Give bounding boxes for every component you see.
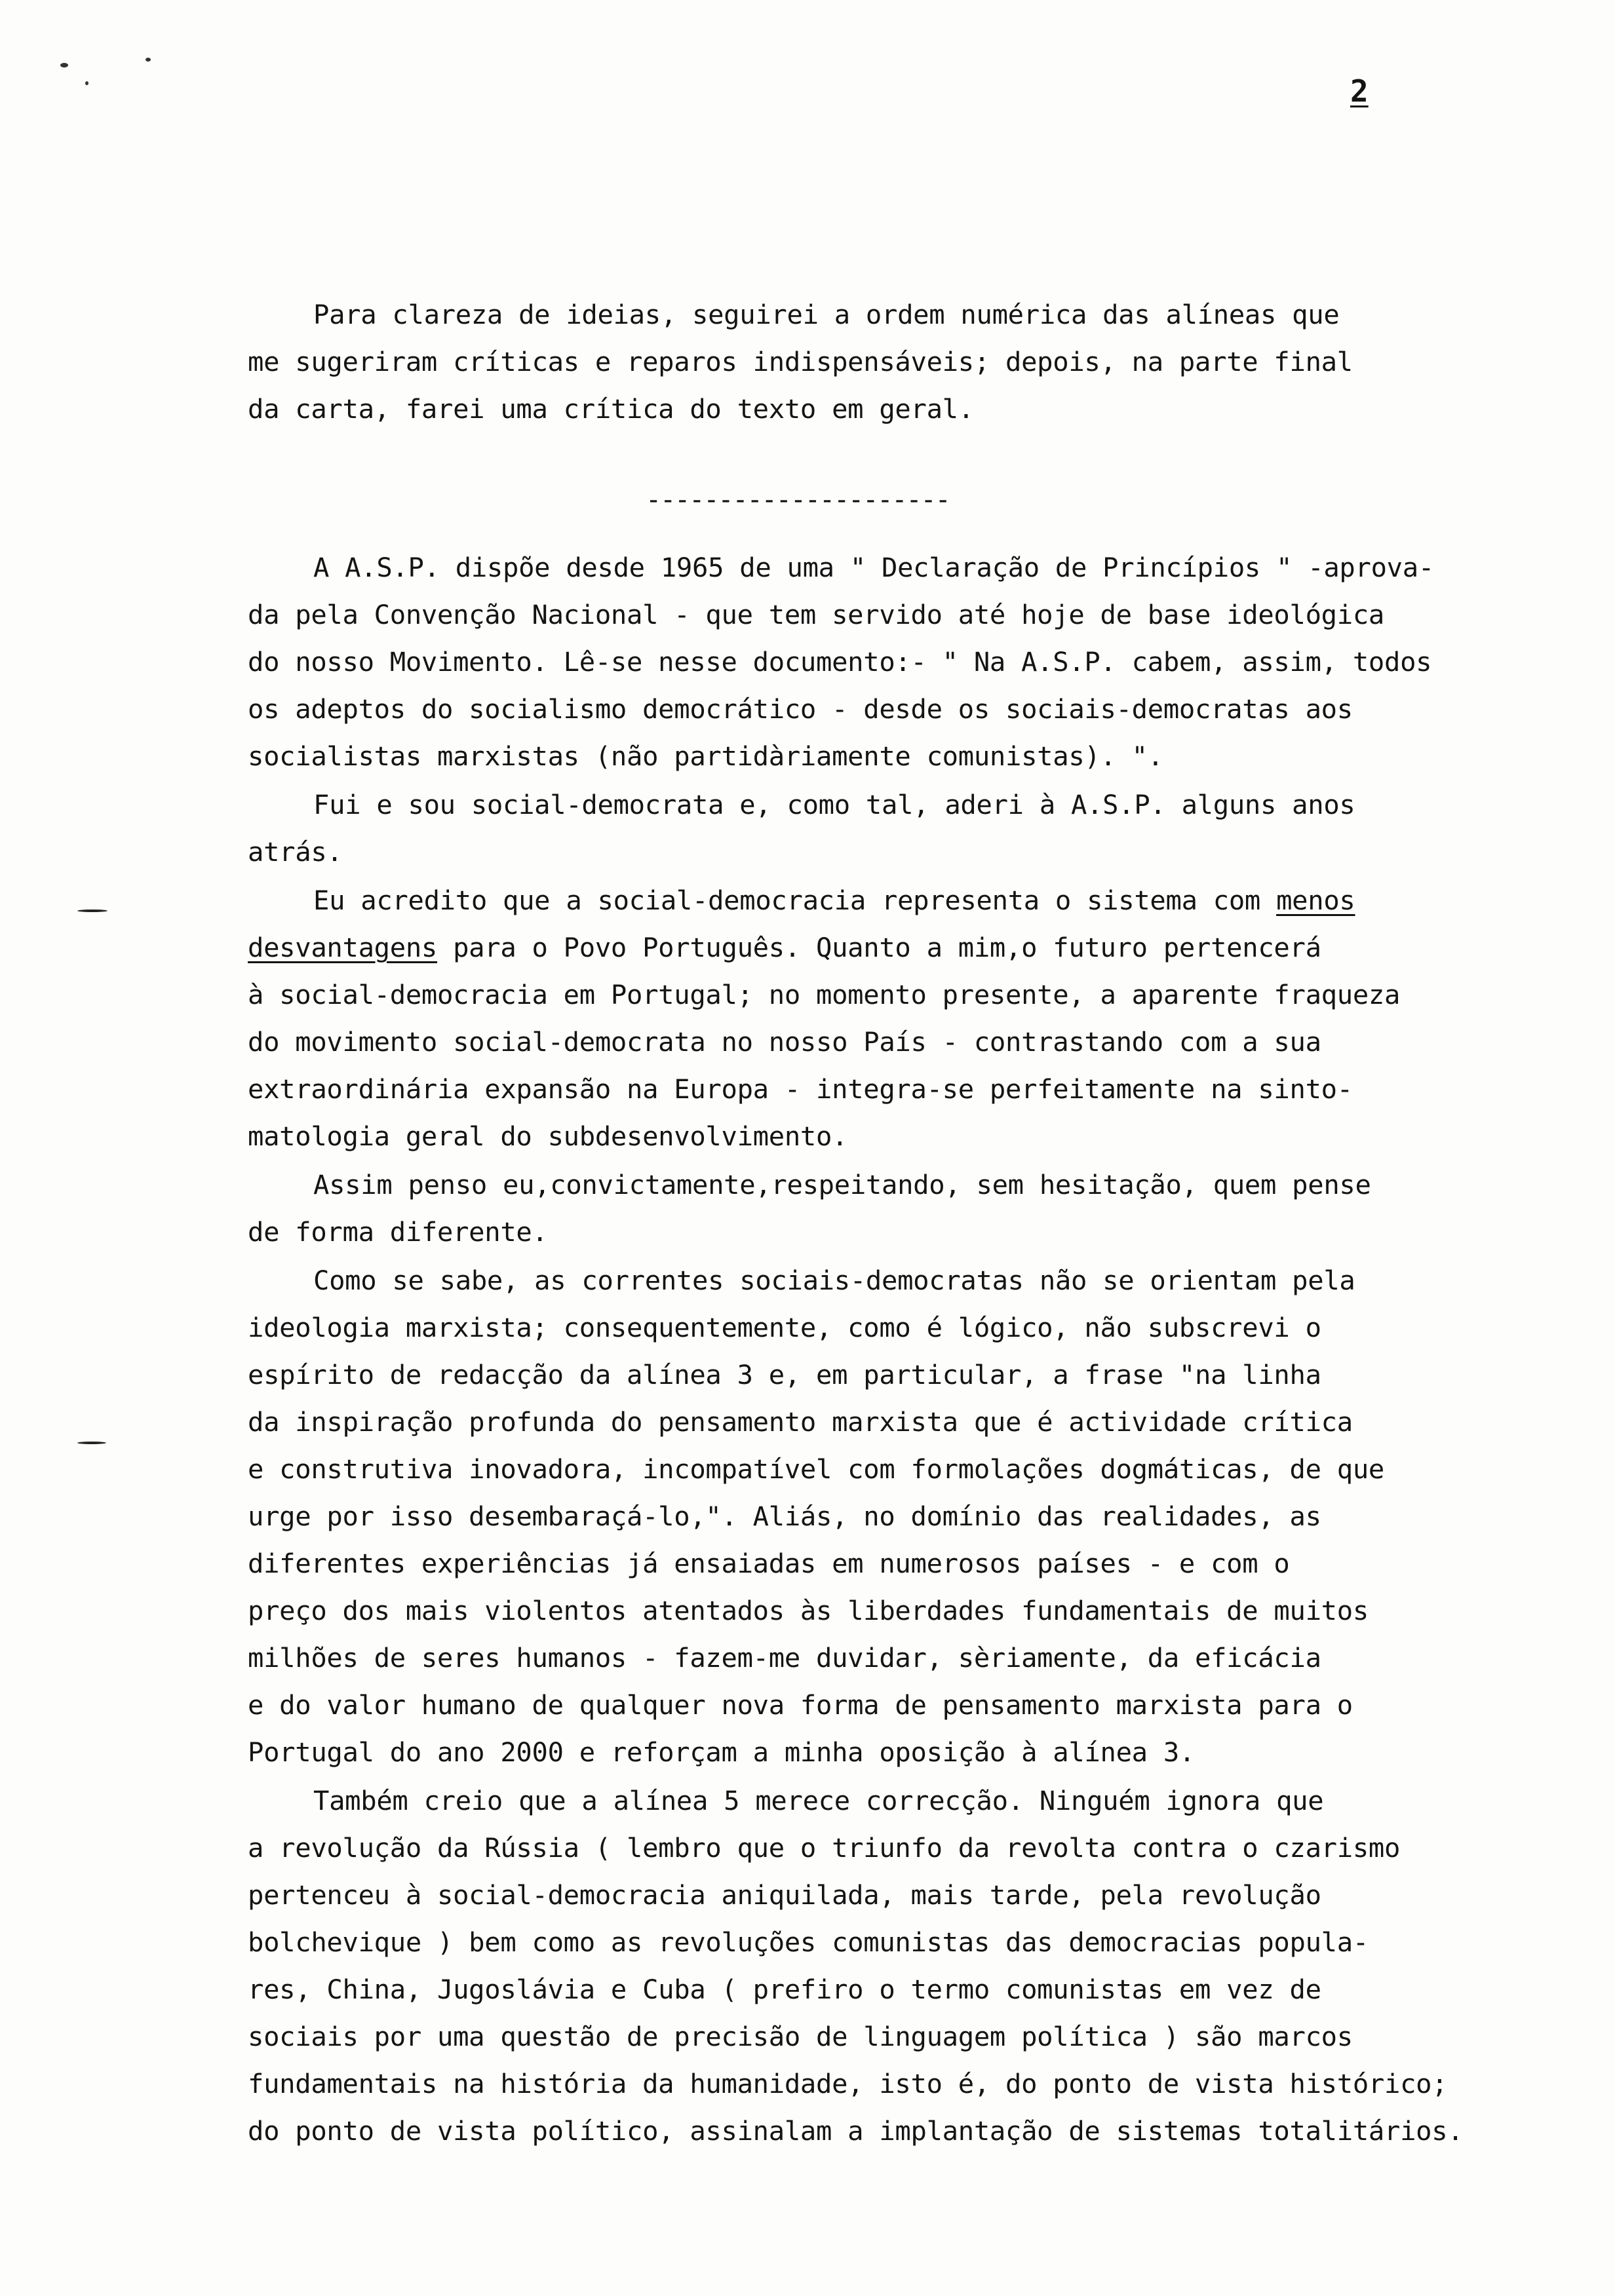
scan-speck [60, 63, 68, 67]
text-line: sociais por uma questão de precisão de linguagem política ) são marcos [248, 2021, 1353, 2052]
text-line: pertenceu à social-democracia aniquilada, mais tarde, pela revolução [248, 1879, 1321, 1911]
text-line: Para clareza de ideias, seguirei a ordem numérica das alíneas que [313, 299, 1340, 330]
underlined-text: menos [1276, 885, 1355, 916]
text-line: à social-democracia em Portugal; no momento presente, a aparente fraqueza [248, 979, 1401, 1010]
text-line: bolchevique ) bem como as revoluções comunistas das democracias popula- [248, 1926, 1369, 1958]
text-line [248, 932, 1532, 963]
text-line: do nosso Movimento. Lê-se nesse documento:- " Na A.S.P. cabem, assim, todos [248, 646, 1432, 678]
text-line: atrás. [248, 836, 343, 868]
margin-mark [77, 1442, 106, 1444]
text-line: Como se sabe, as correntes sociais-democratas não se orientam pela [313, 1265, 1355, 1296]
text-line: do ponto de vista político, assinalam a implantação de sistemas totalitários. [248, 2115, 1464, 2147]
text-line: milhões de seres humanos - fazem-me duvidar, sèriamente, da eficácia [248, 1642, 1321, 1674]
text-line [313, 885, 1598, 916]
text-line: urge por isso desembaraçá-lo,". Aliás, no domínio das realidades, as [248, 1501, 1321, 1532]
text-line: res, China, Jugoslávia e Cuba ( prefiro o termo comunistas em vez de [248, 1974, 1321, 2005]
text-line: fundamentais na história da humanidade, isto é, do ponto de vista histórico; [248, 2068, 1448, 2099]
text-line: da inspiração profunda do pensamento marxista que é actividade crítica [248, 1406, 1353, 1438]
text-line: diferentes experiências já ensaiadas em numerosos países - e com o [248, 1548, 1290, 1579]
scan-speck [85, 81, 88, 85]
scan-speck [146, 58, 151, 62]
text-line: e do valor humano de qualquer nova forma de pensamento marxista para o [248, 1689, 1353, 1721]
text-line: ideologia marxista; consequentemente, como é lógico, não subscrevi o [248, 1312, 1321, 1343]
separator-line: --------------------- [646, 485, 950, 515]
page-number: 2 [1350, 73, 1369, 109]
text-line: socialistas marxistas (não partidàriamente comunistas). ". [248, 740, 1163, 772]
text-line: Também creio que a alínea 5 merece correcção. Ninguém ignora que [313, 1785, 1324, 1816]
margin-mark [77, 909, 107, 912]
text-line: e construtiva inovadora, incompatível com formolações dogmáticas, de que [248, 1453, 1384, 1485]
text-line: do movimento social-democrata no nosso País - contrastando com a sua [248, 1026, 1321, 1058]
text-line: os adeptos do socialismo democrático - desde os sociais-democratas aos [248, 693, 1353, 725]
text-line: extraordinária expansão na Europa - integra-se perfeitamente na sinto- [248, 1073, 1353, 1105]
text-line: Portugal do ano 2000 e reforçam a minha oposição à alínea 3. [248, 1736, 1195, 1768]
text-line: da pela Convenção Nacional - que tem servido até hoje de base ideológica [248, 599, 1384, 630]
text-line: A A.S.P. dispõe desde 1965 de uma " Declaração de Princípios " -aprova- [313, 552, 1434, 583]
text-line: da carta, farei uma crítica do texto em geral. [248, 393, 974, 425]
underlined-text: desvantagens [248, 932, 437, 963]
text-line: me sugeriram críticas e reparos indispensáveis; depois, na parte final [248, 346, 1353, 377]
text-line: Fui e sou social-democrata e, como tal, aderi à A.S.P. alguns anos [313, 789, 1355, 820]
text-line: matologia geral do subdesenvolvimento. [248, 1120, 848, 1152]
text-line: Assim penso eu,convictamente,respeitando, sem hesitação, quem pense [313, 1169, 1371, 1200]
text-line: de forma diferente. [248, 1216, 548, 1248]
text-segment: para o Povo Português. Quanto a mim,o futuro pertencerá [437, 932, 1321, 963]
text-line: a revolução da Rússia ( lembro que o triunfo da revolta contra o czarismo [248, 1832, 1401, 1864]
text-line: preço dos mais violentos atentados às liberdades fundamentais de muitos [248, 1595, 1369, 1626]
text-line: espírito de redacção da alínea 3 e, em particular, a frase "na linha [248, 1359, 1321, 1390]
text-segment: Eu acredito que a social-democracia representa o sistema com [313, 885, 1277, 916]
